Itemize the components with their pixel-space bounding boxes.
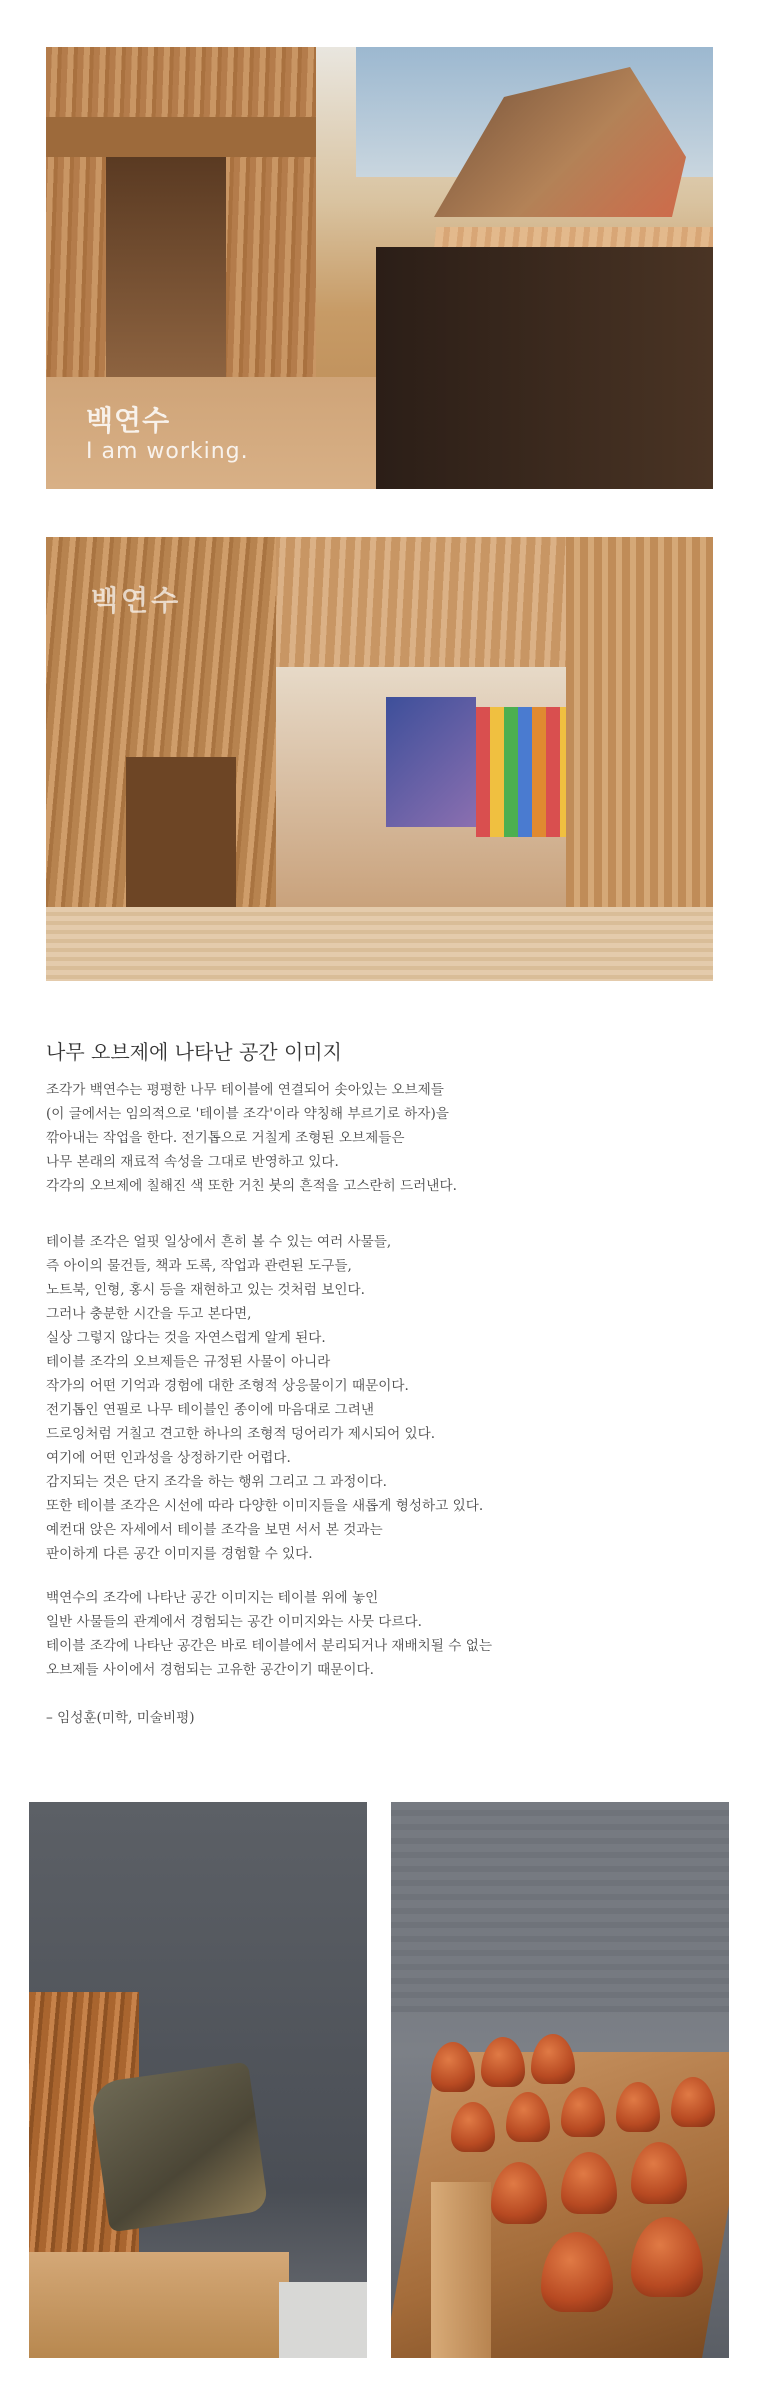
- photo-caption-artist: 백연수: [91, 584, 182, 617]
- article-paragraph-3: 백연수의 조각에 나타난 공간 이미지는 테이블 위에 놓인 일반 사물들의 관계에서 경험되는 공간 이미지와는 사뭇 다르다. 테이블 조각에 나타난 공간은 바로 테이블에서 분리되거나 재배치될 수 없는 오브제들 사이에서 경험되는 고유한 공간이기 때문이다.: [46, 1590, 492, 1678]
- artwork-photo-2: [46, 537, 713, 981]
- article-title: 나무 오브제에 나타난 공간 이미지: [46, 1040, 342, 1064]
- artwork-photo-1: [46, 47, 713, 489]
- article-paragraph-2: 테이블 조각은 얼핏 일상에서 흔히 볼 수 있는 여러 사물들, 즉 아이의 물건들, 책과 도록, 작업과 관련된 도구들, 노트북, 인형, 홍시 등을 재현하고 있는 것처럼 보인다. 그러나 충분한 시간을 두고 본다면, 실상 그렇지 않다는 것을 자연스럽게 알게 된다. 테이블 조각의 오브제들은 규정된 사물이 아니라 작가의 어떤 기억과 경험에 대한 조형적 상응물이기 때문이다. 전기톱인 연필로 나무 테이블인 종이에 마음대로 그려낸 드로잉처럼 거칠고 견고한 하나의 조형적 덩어리가 제시되어 있다. 여기에 어떤 인과성을 상정하기란 어렵다. 감지되는 것은 단지 조각을 하는 행위 그리고 그 과정이다. 또한 테이블 조각은 시선에 따라 다양한 이미지들을 새롭게 형성하고 있다. 예컨대 앉은 자세에서 테이블 조각을 보면 서서 본 것과는 판이하게 다른 공간 이미지를 경험할 수 있다.: [46, 1234, 484, 1562]
- artwork-photo-3: [29, 1802, 367, 2358]
- artwork-photo-4: [391, 1802, 729, 2358]
- article-paragraph-1: 조각가 백연수는 평평한 나무 테이블에 연결되어 솟아있는 오브제들 (이 글에서는 임의적으로 '테이블 조각'이라 약칭해 부르기로 하자)을 깎아내는 작업을 한다. 전기톱으로 거칠게 조형된 오브제들은 나무 본래의 재료적 속성을 그대로 반영하고 있다. 각각의 오브제에 칠해진 색 또한 거친 붓의 흔적을 고스란히 드러낸다.: [46, 1082, 457, 1194]
- article-credit: – 임성훈(미학, 미술비평): [46, 1710, 195, 1726]
- photo-caption-subtitle: I am working.: [86, 439, 249, 464]
- photo-caption-artist: 백연수: [86, 404, 171, 437]
